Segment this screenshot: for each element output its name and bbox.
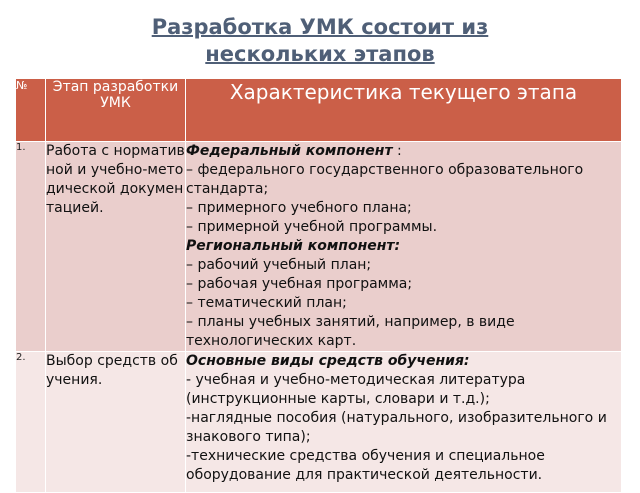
header-characteristic: Характеристика текущего этапа [186, 79, 622, 142]
row-number: 2. [16, 352, 46, 493]
table-row [16, 142, 622, 352]
list-item: -наглядные пособия (натурального, изобразительного и знакового типа); [186, 410, 607, 445]
list-item: – планы учебных занятий, например, в виде технологических карт. [186, 314, 515, 349]
row-number: 1. [16, 142, 46, 352]
section-heading-suffix: : [392, 143, 402, 159]
list-item: – тематический план; [186, 295, 347, 311]
header-number: № [16, 79, 46, 142]
list-item: - учебная и учебно-методическая литература (инструкционные карты, словари и т.д.); [186, 372, 526, 407]
table-header-row [16, 79, 622, 142]
table-row [16, 352, 622, 493]
section-heading: Региональный компонент: [186, 238, 401, 254]
list-item: – рабочий учебный план; [186, 257, 372, 273]
slide-title-line-2: нескольких этапов [205, 42, 435, 66]
section-heading: Федеральный компонент [186, 143, 393, 159]
row-characteristic [186, 142, 622, 352]
slide-title-line-1: Разработка УМК состоит из [151, 15, 489, 39]
stages-table [15, 78, 622, 493]
list-item: – федерального государственного образовательного стандарта; [186, 162, 584, 197]
row-characteristic [186, 352, 622, 493]
header-stage: Этап разработки УМК [46, 79, 186, 142]
slide-title [0, 14, 640, 68]
list-item: – примерной учебной программы. [186, 219, 438, 235]
section-heading: Основные виды средств обучения: [186, 353, 470, 369]
list-item: -технические средства обучения и специальное оборудование для практической деятельности. [186, 448, 545, 483]
list-item: – рабочая учебная программа; [186, 276, 413, 292]
row-stage: Работа с нормативной и учебно-методической документацией. [46, 142, 186, 352]
list-item: – примерного учебного плана; [186, 200, 412, 216]
row-stage: Выбор средств обучения. [46, 352, 186, 493]
